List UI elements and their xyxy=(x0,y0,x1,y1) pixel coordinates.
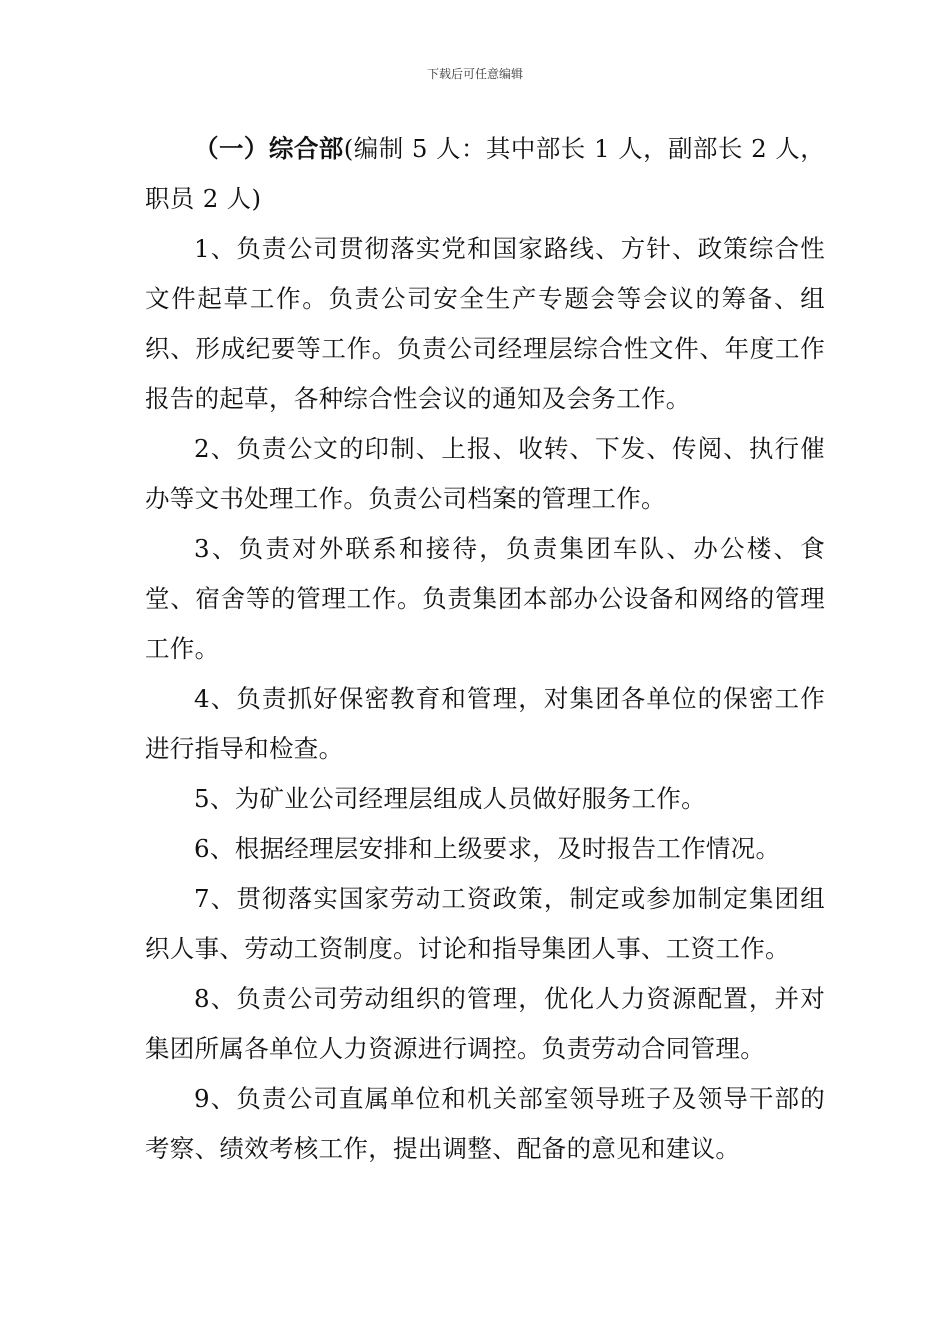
duty-item-2: 2、负责公文的印制、上报、收转、下发、传阅、执行催办等文书处理工作。负责公司档案的管理工作。 xyxy=(145,434,825,513)
duty-item-1: 1、负责公司贯彻落实党和国家路线、方针、政策综合性文件起草工作。负责公司安全生产专题会等会议的筹备、组织、形成纪要等工作。负责公司经理层综合性文件、年度工作报告的起草，各种综合性会议的通知及会务工作。 xyxy=(145,234,825,413)
duty-item-3: 3、负责对外联系和接待，负责集团车队、办公楼、食堂、宿舍等的管理工作。负责集团本部办公设备和网络的管理工作。 xyxy=(145,534,825,663)
duty-item-8: 8、负责公司劳动组织的管理，优化人力资源配置，并对集团所属各单位人力资源进行调控。负责劳动合同管理。 xyxy=(145,984,825,1063)
duty-item-9: 9、负责公司直属单位和机关部室领导班子及领导干部的考察、绩效考核工作，提出调整、配备的意见和建议。 xyxy=(145,1084,825,1163)
duty-item-6: 6、根据经理层安排和上级要求，及时报告工作情况。 xyxy=(194,834,781,863)
page-header: 下载后可任意编辑 xyxy=(426,67,523,81)
section-staffing-note: (编制 5 人：其中部长 1 人，副部长 2 人，职员 2 人) xyxy=(145,134,826,213)
duty-item-5: 5、为矿业公司经理层组成人员做好服务工作。 xyxy=(194,784,706,813)
document-body xyxy=(145,124,825,1174)
duty-item-4: 4、负责抓好保密教育和管理，对集团各单位的保密工作进行指导和检查。 xyxy=(145,684,825,763)
section-title: （一）综合部 xyxy=(194,134,344,163)
section-heading xyxy=(145,124,825,224)
duty-item-7: 7、贯彻落实国家劳动工资政策，制定或参加制定集团组织人事、劳动工资制度。讨论和指导集团人事、工资工作。 xyxy=(145,884,825,963)
